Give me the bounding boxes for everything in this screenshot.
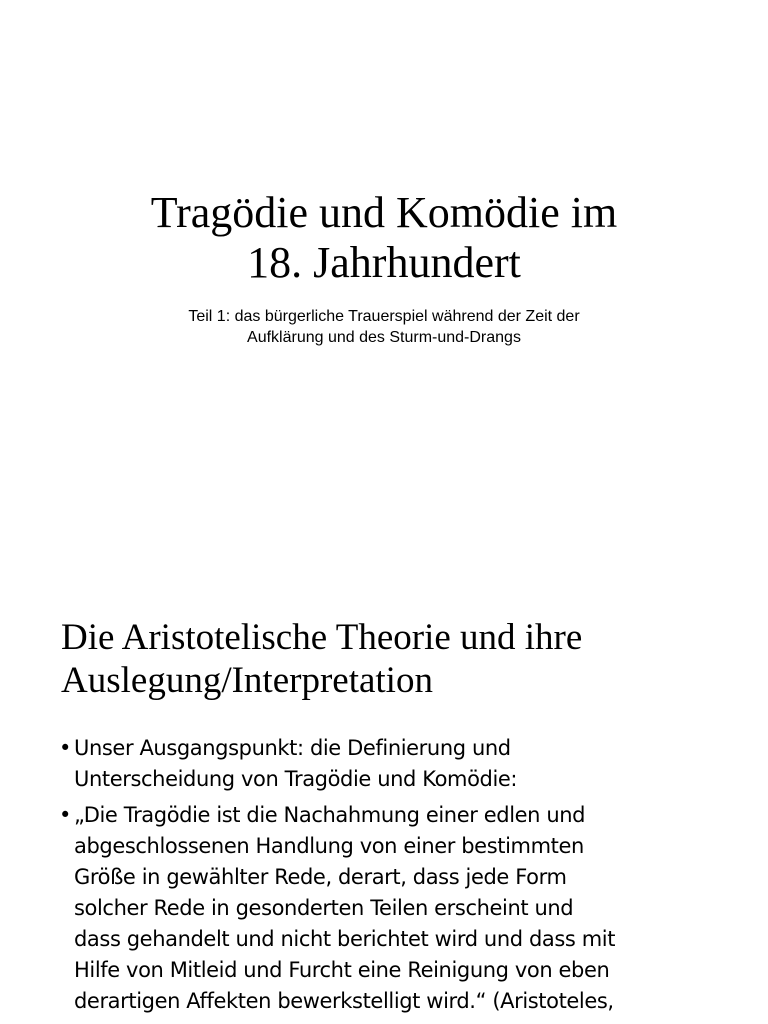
content-title-line: Auslegung/Interpretation [61, 660, 433, 701]
slide-title-line: Tragödie und Komödie im [150, 188, 618, 237]
bullet-text-line: derartigen Affekten bewerkstelligt wird.“ (Aristoteles, [74, 989, 614, 1013]
slide-subtitle [0, 306, 768, 348]
bullet-item [59, 733, 749, 795]
bullet-item [59, 800, 749, 1017]
slide-subtitle-line: Aufklärung und des Sturm-und-Drangs [247, 329, 521, 346]
bullet-icon: • [59, 736, 71, 760]
content-title-line: Die Aristotelische Theorie und ihre [61, 617, 583, 658]
bullet-text-line: Unser Ausgangspunkt: die Definierung und [74, 736, 511, 760]
slide-subtitle-line: Teil 1: das bürgerliche Trauerspiel während der Zeit der [188, 308, 580, 325]
bullet-text-line: Größe in gewählter Rede, derart, dass jede Form [74, 865, 567, 889]
bullet-icon: • [59, 803, 71, 827]
bullet-list [59, 733, 749, 1022]
slide-title [0, 188, 768, 288]
slide-title-line: 18. Jahrhundert [247, 238, 521, 287]
content-slide [0, 576, 768, 1024]
bullet-text-line: Hilfe von Mitleid und Furcht eine Reinigung von eben [74, 958, 610, 982]
content-slide-title [61, 616, 741, 702]
bullet-text-line: abgeschlossenen Handlung von einer bestimmten [74, 834, 584, 858]
bullet-text-line: dass gehandelt und nicht berichtet wird und dass mit [74, 927, 616, 951]
bullet-text-line: „Die Tragödie ist die Nachahmung einer edlen und [74, 803, 586, 827]
bullet-text-line: solcher Rede in gesonderten Teilen erscheint und [74, 896, 574, 920]
bullet-text-line: Unterscheidung von Tragödie und Komödie: [74, 767, 518, 791]
